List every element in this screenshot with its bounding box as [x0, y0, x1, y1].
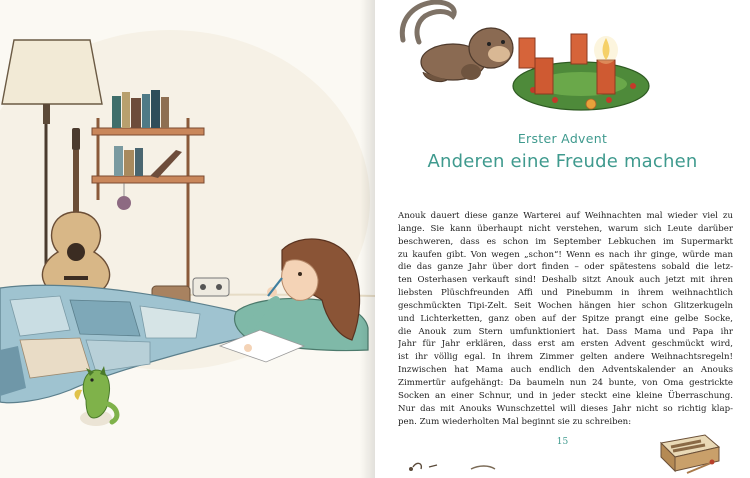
text-line: Socken an einer Schnur, und in jeder steckt eine kleine Überraschung.: [398, 390, 733, 401]
advent-wreath-illustration: [395, 0, 695, 130]
page-number: 15: [556, 437, 569, 447]
wall-socket: [193, 278, 229, 296]
text-line: zu kaufen gibt. Von wegen „schon“! Wenn es nach ihr ginge, würde man: [398, 249, 733, 260]
story-text: [398, 210, 733, 428]
advent-wreath: [513, 34, 649, 110]
text-line: ist ihr völlig egal. In ihrem Zimmer gelten andere Weihnachtsregeln!: [398, 352, 733, 363]
text-line: Zimmertür aufgehängt: Da baumeln nun 24 bunte, von Oma gestrickte: [398, 377, 733, 388]
bottom-doodles: [375, 425, 750, 478]
scribble-doodle: [409, 463, 495, 471]
text-line: die das ganze Jahr über dort finden – oder spätestens sobald die letz-: [398, 262, 733, 273]
text-line: liebsten Plüschfreunden Affi und Pinebumm in ihrem weihnachtlich: [398, 288, 733, 299]
text-line: geschmückten Tipi-Zelt. Seit Wochen hängen hier schon Glitzerkugeln: [398, 300, 733, 311]
text-line: pen. Zum wiederholten Mal beginnt sie zu schreiben:: [398, 416, 632, 427]
text-line: lange. Sie kann überhaupt nicht verstehen, warum sich Leute darüber: [398, 223, 733, 234]
right-page: [375, 0, 750, 478]
text-line: ten Osterhasen verkauft sind! Deshalb sitzt Anouk auch jetzt mit ihren: [398, 275, 733, 286]
text-line: beschweren, dass es schon im September Lebkuchen im Supermarkt: [398, 236, 733, 247]
chapter-title: Anderen eine Freude machen: [427, 151, 698, 172]
text-line: und Lichterketten, ganz oben auf der Spitze prangt eine gelbe Socke,: [398, 313, 733, 324]
text-line: Inzwischen hat Mama auch endlich den Adventskalender an Anouks: [398, 365, 733, 376]
matchbox: [661, 435, 719, 473]
text-line: Anouk dauert diese ganze Warterei auf Weihnachten mal wieder viel zu: [398, 211, 733, 221]
text-line: Jahr für Jahr erklären, dass erst am ersten Advent geschmückt wird,: [398, 339, 733, 350]
chapter-subtitle: Erster Advent: [517, 131, 608, 146]
plush-monkey: [402, 2, 513, 82]
text-line: Nur das mit Anouks Wunschzettel will dieses Jahr nicht so richtig klap-: [398, 403, 733, 414]
text-line: die Anouk zum Stern umfunktioniert hat. Dass Mama und Papa ihr: [398, 326, 733, 337]
